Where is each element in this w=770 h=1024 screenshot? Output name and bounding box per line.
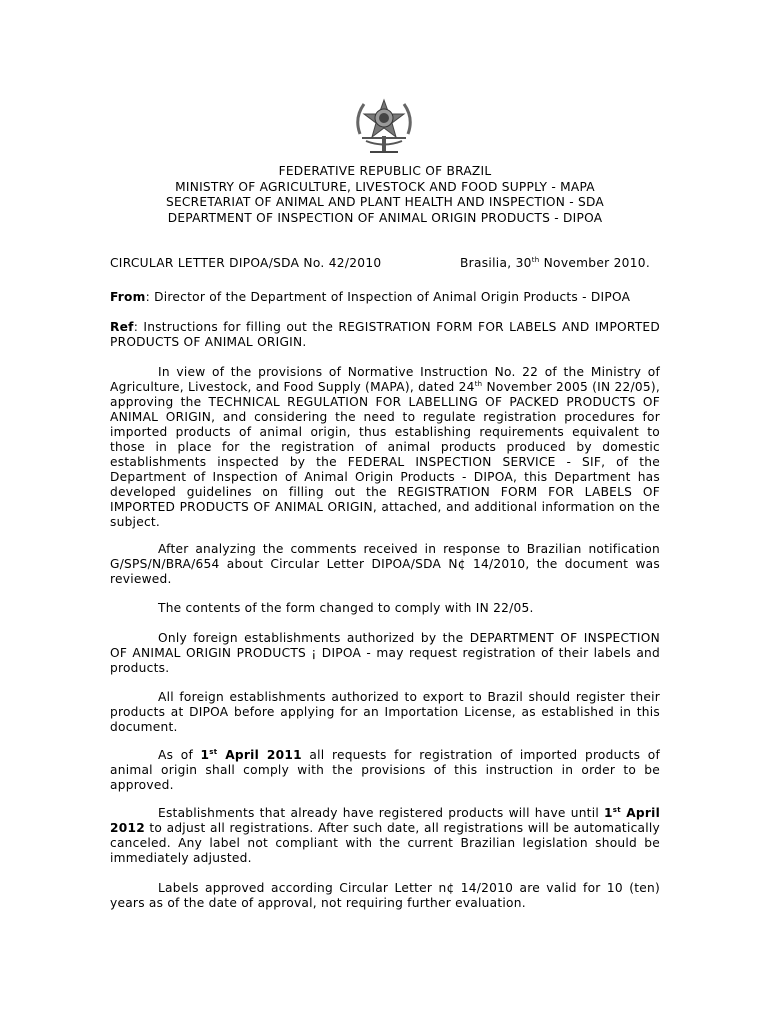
paragraph-2: After analyzing the comments received in response to Brazilian notification G/SPS/N/BRA/654 about Circular Letter DIPOA/SDA N¢ 14/2010, the document was reviewed. [110,542,660,586]
paragraph-1: In view of the provisions of Normative Instruction No. 22 of the Ministry of Agriculture, Livestock, and Food Supply (MAPA), dated 24th November 2005 (IN 22/05), approving the TECHNICAL REGULATION FOR LABELLING OF PACKED PRODUCTS OF ANIMAL ORIGIN, and considering the need to regulate registration procedures for imported products of animal origin, thus establishing requirements equivalent to those in place for the registration of animal products produced by domestic establishments inspected by the FEDERAL INSPECTION SERVICE - SIF, of the Department of Inspection of Animal Origin Products - DIPOA, this Department has developed guidelines on filling out the REGISTRATION FORM FOR LABELS OF IMPORTED PRODUCTS OF ANIMAL ORIGIN, attached, and additional information on the subject. [110,365,661,529]
paragraph-6: As of 1st April 2011 all requests for registration of imported products of animal origin shall comply with the provisions of this instruction in order to be approved. [110,748,660,792]
header-ministry: MINISTRY OF AGRICULTURE, LIVESTOCK AND FOOD SUPPLY - MAPA [175,179,595,194]
header-secretariat: SECRETARIAT OF ANIMAL AND PLANT HEALTH AND INSPECTION - SDA [165,195,605,210]
ref-line [110,320,660,350]
from-text: : Director of the Department of Inspection of Animal Origin Products - DIPOA [145,290,631,304]
document-header [110,164,660,226]
from-label: From [110,290,146,304]
paragraph-5: All foreign establishments authorized to export to Brazil should register their products at DIPOA before applying for an Importation License, as established in this document. [110,690,660,734]
paragraph-4: Only foreign establishments authorized by the DEPARTMENT OF INSPECTION OF ANIMAL ORIGIN PRODUCTS ¡ DIPOA - may request registration of their labels and products. [110,631,660,675]
ref-text: : Instructions for filling out the REGISTRATION FORM FOR LABELS AND IMPORTED PRODUCTS OF ANIMAL ORIGIN. [110,320,660,349]
from-line [110,290,660,305]
paragraph-7: Establishments that already have registered products will have until 1st April 2012 to adjust all registrations. After such date, all registrations will be automatically canceled. Any label not compliant with the current Brazilian legislation should be immediately adjusted. [110,806,660,865]
circular-line [110,256,660,270]
circular-date: Brasilia, 30th November 2010. [460,256,651,270]
header-department: DEPARTMENT OF INSPECTION OF ANIMAL ORIGIN PRODUCTS - DIPOA [167,210,603,225]
paragraph-3: The contents of the form changed to comply with IN 22/05. [158,601,534,615]
coat-of-arms-icon [352,94,416,160]
header-republic: FEDERATIVE REPUBLIC OF BRAZIL [278,164,492,178]
ref-label: Ref [110,320,134,334]
circular-number: CIRCULAR LETTER DIPOA/SDA No. 42/2010 [110,256,382,270]
paragraph-8: Labels approved according Circular Letter n¢ 14/2010 are valid for 10 (ten) years as of the date of approval, not requiring further evaluation. [110,881,660,910]
